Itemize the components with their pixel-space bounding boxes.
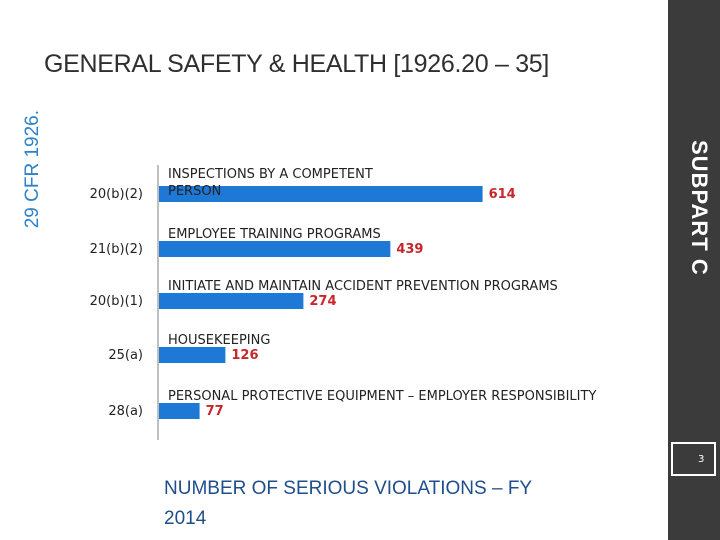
subpart-label: SUBPART C: [687, 140, 712, 276]
category-label: 25(a): [108, 348, 143, 363]
bar-description: INSPECTIONS BY A COMPETENT PERSON: [168, 167, 373, 199]
y-axis-label: 29 CFR 1926.: [22, 110, 43, 229]
bar: [159, 293, 303, 309]
category-label: 20(b)(2): [89, 187, 143, 202]
bar: [159, 347, 225, 363]
bar-description: INITIATE AND MAINTAIN ACCIDENT PREVENTION PROGRAMS: [168, 279, 558, 294]
page-number: 3: [698, 454, 705, 465]
page-title: GENERAL SAFETY & HEALTH [1926.20 – 35]: [44, 50, 550, 78]
bar-description: HOUSEKEEPING: [168, 333, 271, 348]
category-label: 20(b)(1): [89, 294, 143, 309]
data-label: 77: [205, 404, 224, 419]
page-number-box: [671, 442, 716, 476]
x-axis-label: NUMBER OF SERIOUS VIOLATIONS – FY 2014: [164, 478, 532, 529]
bar-description: PERSONAL PROTECTIVE EQUIPMENT – EMPLOYER RESPONSIBILITY: [168, 389, 597, 404]
data-label: 274: [309, 294, 337, 309]
data-label: 614: [488, 187, 516, 202]
category-label: 21(b)(2): [89, 242, 143, 257]
bar-description: EMPLOYEE TRAINING PROGRAMS: [168, 227, 381, 242]
bar: [159, 403, 200, 419]
data-label: 439: [396, 242, 424, 257]
data-label: 126: [231, 348, 259, 363]
category-label: 28(a): [108, 404, 143, 419]
bar: [159, 241, 390, 257]
